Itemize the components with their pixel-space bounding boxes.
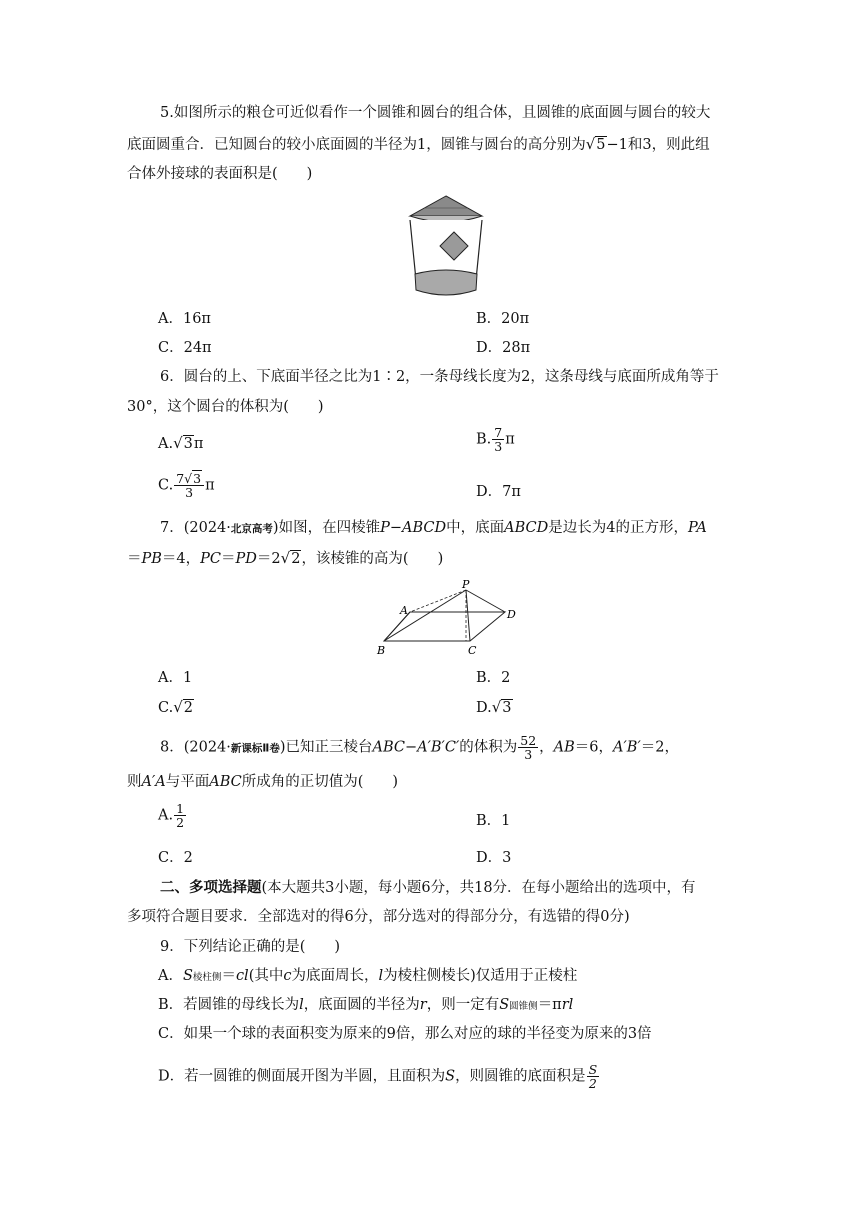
q7-var: PB — [141, 551, 162, 567]
q5-line2 — [127, 137, 710, 153]
q7-var: PC — [200, 551, 222, 567]
fraction-denominator: 2 — [176, 815, 185, 831]
q8-text: )已知正三棱台 — [279, 739, 373, 756]
q7-option-c — [158, 700, 194, 716]
q7-option-d — [476, 700, 513, 716]
q8-text: 与平面 — [165, 774, 210, 790]
subscript: 棱柱侧 — [192, 972, 222, 983]
q6-b-prefix: B. — [476, 431, 492, 448]
fraction-numerator: 7 — [494, 425, 503, 440]
q7-text: )如图，在四棱锥 — [272, 520, 381, 536]
q7-text: ，该棱锥的高为( ) — [301, 551, 444, 567]
q5-option-a: A．16π — [158, 311, 211, 327]
q8-option-a — [158, 802, 187, 829]
rad: 3 — [502, 700, 512, 716]
fraction — [174, 472, 204, 499]
q7-text: 中，底面 — [446, 520, 505, 536]
q8-text: 的体积为 — [459, 739, 518, 756]
section2-line2: 多项符合题目要求．全部选对的得6分，部分选对的得部分分，有选错的得0分) — [127, 909, 630, 925]
q7-base: ABCD — [504, 520, 549, 536]
q8-line2 — [127, 775, 398, 790]
q7-text: ＝ — [127, 551, 142, 567]
fraction-numerator: 52 — [520, 733, 537, 748]
q9-text: ，则一定有 — [426, 997, 500, 1013]
q8-text: 所成角的正切值为( ) — [241, 774, 399, 790]
q9-text: ，则圆锥的底面积是 — [455, 1068, 586, 1085]
q7-text: 是边长为4的正方形， — [548, 520, 688, 536]
sqrt-sign: √ — [184, 471, 193, 486]
pyramid-figure — [370, 578, 520, 662]
rad: 2 — [183, 700, 193, 716]
q8-option-b: B．1 — [476, 813, 511, 829]
q6-c-suffix: π — [205, 477, 215, 494]
q6-option-a — [158, 436, 203, 452]
q7-text: ＝4， — [161, 551, 201, 567]
q9-option-a — [158, 969, 577, 984]
q9-var: l — [378, 968, 384, 984]
q8-frustum: ABC−A′B′C′ — [372, 739, 460, 756]
q8-option-d: D．3 — [476, 850, 512, 866]
sqrt-sign: √ — [491, 698, 502, 716]
q9-text: A． — [158, 968, 183, 984]
q5-line2-text: 底面圆重合．已知圆台的较小底面圆的半径为1，圆锥与圆台的高分别为 — [127, 137, 586, 153]
section-heading: 二、多项选择题 — [160, 879, 262, 896]
q8-text: 8．(2024· — [160, 739, 231, 756]
sqrt-sign: √ — [173, 434, 183, 452]
q9-text: ＝ — [221, 968, 236, 984]
sqrt-sign: √ — [585, 135, 596, 153]
label-a: A — [400, 604, 408, 617]
q5-line1: 5.如图所示的粮仓可近似看作一个圆锥和圆台的组合体，且圆锥的底面圆与圆台的较大 — [160, 105, 711, 121]
q7-pyramid: P−ABCD — [380, 520, 447, 536]
q5-line2-rest: −1和3，则此组 — [606, 137, 710, 153]
rad: 3 — [193, 471, 202, 486]
q6-c-prefix: C. — [158, 477, 174, 494]
label-b: B — [377, 644, 386, 657]
q6-option-c — [158, 472, 215, 499]
fraction — [174, 802, 186, 829]
q6-line2: 30°，这个圆台的体积为( ) — [127, 399, 324, 415]
q9-text: 为底面周长， — [291, 968, 379, 984]
q9-text: B．若圆锥的母线长为 — [158, 997, 300, 1013]
fraction-denominator: 3 — [524, 747, 533, 763]
q7-line1 — [160, 521, 707, 536]
q5-sqrt-arg: 5 — [596, 137, 606, 153]
q9-var: S — [499, 997, 510, 1013]
q6-a-prefix: A. — [158, 436, 174, 452]
q9-var: S — [182, 968, 193, 984]
q9-var: l — [299, 997, 304, 1013]
label-c: C — [468, 644, 477, 657]
q7-var: PA — [687, 520, 707, 536]
prefix: A. — [158, 807, 174, 824]
q9-text: ＝π — [537, 997, 562, 1013]
q8-var: AB — [553, 739, 575, 756]
q9-var: r — [419, 997, 427, 1013]
q8-text: ＝2， — [640, 739, 679, 756]
q5-option-b: B．20π — [476, 311, 530, 327]
q5-option-d: D．28π — [476, 340, 531, 356]
fraction — [518, 734, 538, 761]
q7-option-a: A．1 — [158, 670, 193, 686]
section2-line1 — [160, 881, 696, 896]
source-tag: 新课标Ⅱ卷 — [230, 742, 280, 755]
q9-text: 为棱柱侧棱长)仅适用于正棱柱 — [383, 968, 578, 984]
q9-text: (其中 — [248, 968, 284, 984]
fraction — [587, 1063, 600, 1090]
q9-stem: 9．下列结论正确的是( ) — [160, 939, 341, 955]
q7-line2 — [127, 551, 443, 567]
q8-var: ABC — [209, 774, 242, 790]
q8-option-c: C．2 — [158, 850, 193, 866]
q8-var: A′A — [141, 774, 166, 790]
prefix: D. — [476, 700, 492, 716]
fraction-numerator — [174, 472, 204, 486]
q8-text: 则 — [127, 774, 142, 790]
q6-a-suffix: π — [193, 436, 204, 452]
fraction-denominator: 3 — [494, 439, 503, 455]
q9-option-b — [158, 998, 573, 1013]
label-p: P — [462, 578, 470, 591]
granary-figure — [402, 194, 490, 298]
q9-var: cl — [235, 968, 249, 984]
q9-var: rl — [561, 997, 574, 1013]
subscript: 圆锥侧 — [509, 1001, 538, 1012]
q6-option-b — [476, 426, 515, 453]
rad: 2 — [291, 551, 301, 567]
q9-text: D．若一圆锥的侧面展开图为半圆，且面积为 — [158, 1068, 446, 1085]
q6-line1: 6．圆台的上、下底面半径之比为1∶2，一条母线长度为2，这条母线与底面所成角等于 — [160, 369, 719, 385]
q9-text: ，底面圆的半径为 — [303, 997, 420, 1013]
q6-a-rad: 3 — [183, 436, 193, 452]
q9-var: S — [445, 1068, 456, 1085]
fraction — [492, 426, 504, 453]
q8-var: A′B′ — [613, 739, 641, 756]
q8-text: ， — [539, 739, 554, 756]
sqrt-sign: √ — [173, 698, 183, 716]
fraction-denominator: 2 — [588, 1076, 597, 1092]
q5-option-c: C．24π — [158, 340, 212, 356]
label-d: D — [507, 608, 516, 621]
q7-var: PD — [235, 551, 257, 567]
q7-text: ＝2 — [256, 551, 281, 567]
q9-option-d — [158, 1063, 600, 1090]
q7-prefix: 7．(2024· — [160, 520, 231, 536]
fraction-denominator: 3 — [185, 485, 194, 501]
sqrt-sign: √ — [280, 549, 291, 567]
fraction-numerator: S — [588, 1062, 598, 1077]
q6-option-d: D．7π — [476, 484, 521, 500]
section-text: (本大题共3小题，每小题6分，共18分．在每小题给出的选项中，有 — [261, 880, 696, 896]
q7-text: ＝ — [221, 551, 236, 567]
fraction-numerator: 1 — [176, 801, 185, 816]
coef: 7 — [176, 471, 185, 486]
q8-line1 — [160, 734, 679, 761]
q9-var: c — [283, 968, 292, 984]
q5-line3: 合体外接球的表面积是( ) — [127, 166, 313, 182]
q9-option-c: C．如果一个球的表面积变为原来的9倍，那么对应的球的半径变为原来的3倍 — [158, 1026, 652, 1042]
q6-b-suffix: π — [505, 431, 515, 448]
prefix: C. — [158, 700, 174, 716]
q7-option-b: B．2 — [476, 670, 511, 686]
q8-text: ＝6， — [574, 739, 614, 756]
source-tag: 北京高考 — [230, 523, 273, 535]
